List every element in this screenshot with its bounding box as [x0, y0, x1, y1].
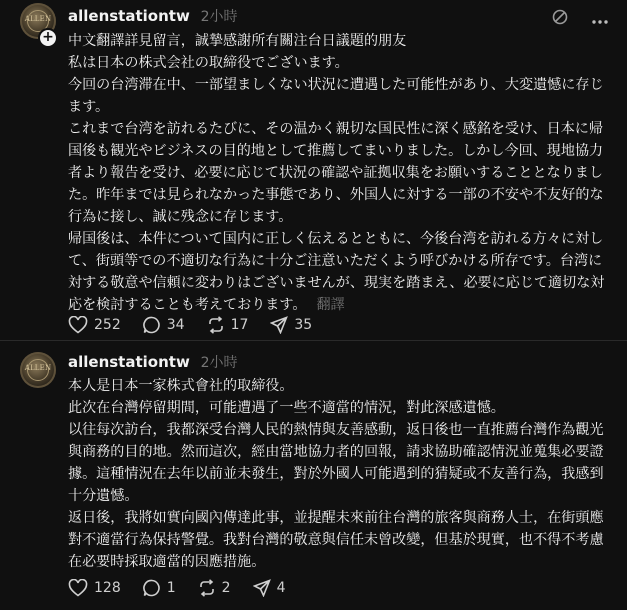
heart-icon: [68, 316, 88, 334]
post-header: [68, 352, 238, 373]
avatar[interactable]: [20, 352, 56, 388]
post-header: [68, 6, 238, 27]
post-actions: [68, 579, 308, 597]
avatar-logo-text: ALLEN: [24, 364, 52, 372]
post-paragraph: 返日後，我將如實向國內傳達此事，並提醒未來前往台灣的旅客與商務人士，在街頭應對不適當行為保持警覺。我對台灣的敬意與信任未曾改變，但基於現實，也不得不考慮在必要時採取適當的因應措施。: [68, 510, 604, 570]
post-body: [68, 30, 616, 316]
translate-link[interactable]: 翻譯: [316, 297, 345, 313]
post-paragraph: 此次在台灣停留期間，可能遭遇了一些不適當的情況，對此深感遺憾。: [68, 400, 505, 416]
heart-icon: [68, 579, 88, 597]
send-icon: [253, 579, 271, 597]
username[interactable]: allenstationtw: [68, 7, 190, 25]
comment-icon: [143, 579, 161, 597]
share-count: 35: [294, 317, 313, 333]
post-paragraph-text: 帰国後は、本件について国内に正しく伝えるとともに、今後台湾を訪れる方々に対して、街頭等での不適切な行為に十分ご注意いただくよう呼びかける所存です。台湾に対する敬意や信頼に変わりはございませんが、現実を踏まえ、必要に応じて適切な対応を検討することも考えております。: [68, 231, 605, 313]
like-button[interactable]: [68, 316, 121, 334]
repost-count: 17: [230, 317, 249, 333]
post-time[interactable]: 2小時: [200, 9, 238, 25]
post-paragraph: 中文翻譯詳見留言，誠摯感謝所有關注台日議題的朋友: [68, 33, 407, 49]
post-header-icons: [551, 8, 609, 30]
post-time[interactable]: 2小時: [200, 355, 238, 371]
post-paragraph: [68, 228, 616, 316]
share-button[interactable]: [270, 316, 312, 334]
post-paragraph: 本人是日本一家株式會社的取締役。: [68, 378, 294, 394]
post-paragraph: 私は日本の株式会社の取締役でございます。: [68, 55, 349, 71]
repost-icon: [207, 316, 225, 334]
comment-count: 34: [166, 317, 185, 333]
send-icon: [270, 316, 288, 334]
like-count: 252: [94, 317, 121, 333]
follow-plus-icon[interactable]: +: [38, 28, 58, 48]
share-button[interactable]: [253, 579, 286, 597]
mute-icon[interactable]: [551, 8, 569, 30]
comment-button[interactable]: [143, 316, 185, 334]
post-paragraph: 今回の台湾滞在中、一部望ましくない状況に遭遇した可能性があり、大変遺憾に存じます。: [68, 77, 604, 115]
username[interactable]: allenstationtw: [68, 353, 190, 371]
avatar-logo-text: ALLEN: [24, 15, 52, 23]
post-paragraph: 以往每次訪台，我都深受台灣人民的熱情與友善感動，返日後也一直推薦台灣作為觀光與商務的目的地。然而這次，經由當地協力者的回報，請求協助確認情況並蒐集必要證據。這種情況在去年以前並未發生，對於外國人可能遇到的猜疑或不友善行為，我感到十分遺憾。: [68, 422, 604, 504]
repost-button[interactable]: [207, 316, 249, 334]
post-body: [68, 375, 616, 573]
comment-count: 1: [166, 580, 176, 596]
more-options-icon[interactable]: [591, 10, 609, 29]
like-count: 128: [94, 580, 121, 596]
repost-icon: [198, 579, 216, 597]
share-count: 4: [276, 580, 286, 596]
thread-post: [0, 341, 627, 610]
comment-button[interactable]: [143, 579, 176, 597]
post-actions: [68, 316, 334, 334]
like-button[interactable]: [68, 579, 121, 597]
post-paragraph: これまで台湾を訪れるたびに、その温かく親切な国民性に深く感銘を受け、日本に帰国後も観光やビジネスの目的地として推薦してまいりました。しかし今回、現地協力者より報告を受け、必要に応じて状況の確認や証拠収集をお願いすることとなりました。昨年までは見られなかった事態であり、外国人に対する一部の不安や不友好的な行為に接し、誠に残念に存じます。: [68, 121, 604, 225]
comment-icon: [143, 316, 161, 334]
repost-button[interactable]: [198, 579, 231, 597]
repost-count: 2: [221, 580, 231, 596]
